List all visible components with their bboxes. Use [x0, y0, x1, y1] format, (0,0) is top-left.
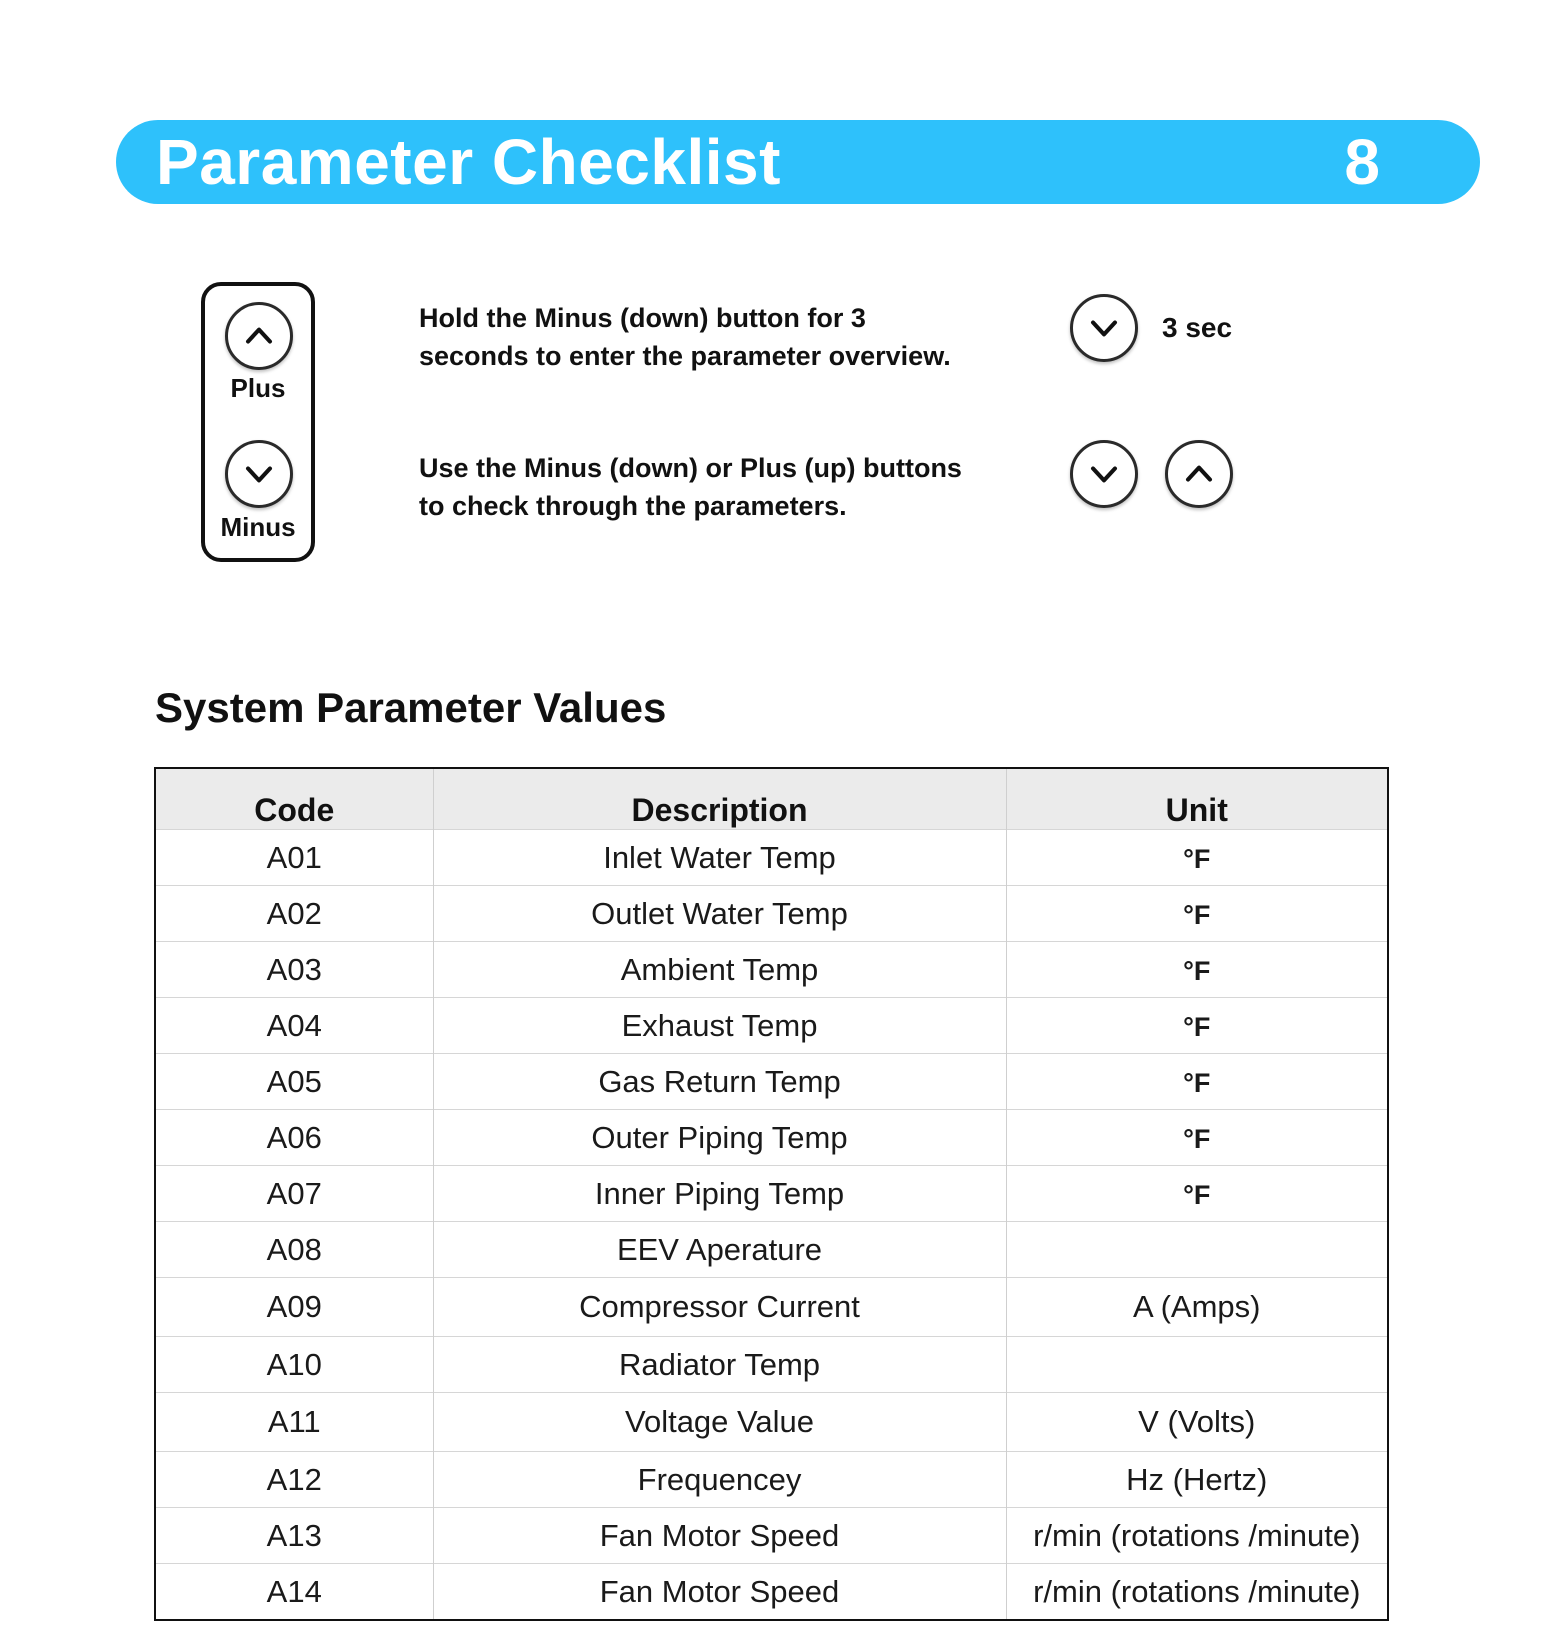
- title-banner: [116, 120, 1480, 204]
- unit-cell: A (Amps): [1006, 1278, 1388, 1337]
- description-cell: Inlet Water Temp: [433, 830, 1006, 886]
- code-cell: A12: [155, 1452, 433, 1508]
- unit-cell: °F: [1006, 886, 1388, 942]
- table-header-row: [155, 768, 1388, 830]
- code-cell: A02: [155, 886, 433, 942]
- table-row: [155, 942, 1388, 998]
- description-cell: Outlet Water Temp: [433, 886, 1006, 942]
- table-row: [155, 1564, 1388, 1621]
- instruction-step-2: [419, 449, 1019, 525]
- table-row: [155, 830, 1388, 886]
- minus-down-icon: [1070, 294, 1138, 362]
- description-cell: EEV Aperature: [433, 1222, 1006, 1278]
- description-cell: Exhaust Temp: [433, 998, 1006, 1054]
- description-cell: Compressor Current: [433, 1278, 1006, 1337]
- page-title: Parameter Checklist: [156, 126, 781, 198]
- hold-duration-label: 3 sec: [1162, 312, 1233, 343]
- description-cell: Frequencey: [433, 1452, 1006, 1508]
- unit-cell: °F: [1006, 830, 1388, 886]
- unit-cell: Hz (Hertz): [1006, 1452, 1388, 1508]
- description-cell: Radiator Temp: [433, 1337, 1006, 1393]
- code-cell: A10: [155, 1337, 433, 1393]
- table-row: [155, 1393, 1388, 1452]
- unit-cell: r/min (rotations /minute): [1006, 1564, 1388, 1621]
- page-number: 8: [1344, 126, 1380, 198]
- description-cell: Voltage Value: [433, 1393, 1006, 1452]
- description-cell: Gas Return Temp: [433, 1054, 1006, 1110]
- table-row: [155, 1508, 1388, 1564]
- table-row: [155, 1337, 1388, 1393]
- plus-up-icon: [1165, 440, 1233, 508]
- code-cell: A03: [155, 942, 433, 998]
- table-row: [155, 1110, 1388, 1166]
- unit-cell: °F: [1006, 1054, 1388, 1110]
- section-title: System Parameter Values: [155, 684, 667, 731]
- code-cell: A08: [155, 1222, 433, 1278]
- code-cell: A04: [155, 998, 433, 1054]
- unit-cell: °F: [1006, 1110, 1388, 1166]
- table-row: [155, 1222, 1388, 1278]
- minus-label: Minus: [220, 512, 296, 542]
- description-cell: Fan Motor Speed: [433, 1508, 1006, 1564]
- table-row: [155, 1054, 1388, 1110]
- code-cell: A11: [155, 1393, 433, 1452]
- description-cell: Fan Motor Speed: [433, 1564, 1006, 1621]
- code-cell: A07: [155, 1166, 433, 1222]
- unit-cell: [1006, 1337, 1388, 1393]
- parameter-table: [154, 767, 1389, 1621]
- unit-cell: °F: [1006, 942, 1388, 998]
- code-cell: A06: [155, 1110, 433, 1166]
- column-header-description: Description: [433, 768, 1006, 830]
- plus-up-icon: [225, 302, 293, 370]
- code-cell: A09: [155, 1278, 433, 1337]
- table-row: [155, 886, 1388, 942]
- table-row: [155, 1166, 1388, 1222]
- minus-down-icon: [225, 440, 293, 508]
- unit-cell: r/min (rotations /minute): [1006, 1508, 1388, 1564]
- code-cell: A13: [155, 1508, 433, 1564]
- remote-control-illustration: [201, 282, 315, 562]
- minus-down-icon: [1070, 440, 1138, 508]
- unit-cell: V (Volts): [1006, 1393, 1388, 1452]
- description-cell: Ambient Temp: [433, 942, 1006, 998]
- unit-cell: °F: [1006, 998, 1388, 1054]
- column-header-unit: Unit: [1006, 768, 1388, 830]
- code-cell: A14: [155, 1564, 433, 1621]
- column-header-code: Code: [155, 768, 433, 830]
- instruction-step-1-line-2: seconds to enter the parameter overview.: [419, 341, 951, 371]
- table-row: [155, 1278, 1388, 1337]
- code-cell: A01: [155, 830, 433, 886]
- unit-cell: °F: [1006, 1166, 1388, 1222]
- description-cell: Inner Piping Temp: [433, 1166, 1006, 1222]
- table-row: [155, 1452, 1388, 1508]
- instruction-step-2-line-2: to check through the parameters.: [419, 491, 847, 521]
- instruction-step-1-line-1: Hold the Minus (down) button for 3: [419, 303, 866, 333]
- unit-cell: [1006, 1222, 1388, 1278]
- instruction-step-1: [419, 299, 1019, 375]
- description-cell: Outer Piping Temp: [433, 1110, 1006, 1166]
- table-row: [155, 998, 1388, 1054]
- plus-label: Plus: [230, 373, 286, 403]
- code-cell: A05: [155, 1054, 433, 1110]
- instruction-step-2-line-1: Use the Minus (down) or Plus (up) buttons: [419, 453, 962, 483]
